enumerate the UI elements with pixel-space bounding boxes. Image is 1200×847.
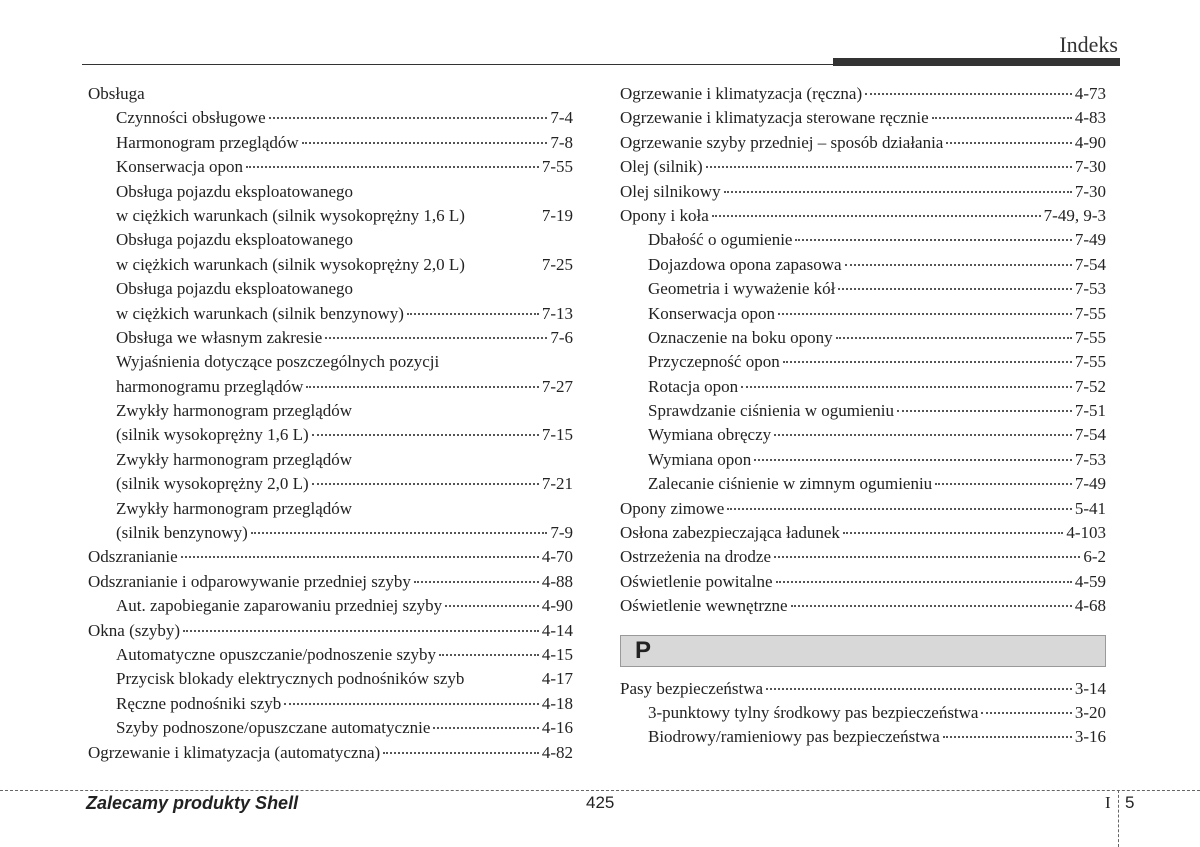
- index-entry: [88, 131, 573, 155]
- index-entry: [620, 497, 1106, 521]
- index-entry-page: 4-68: [1074, 596, 1106, 616]
- index-entry-term: Ogrzewanie i klimatyzacja (ręczna): [620, 84, 863, 103]
- dot-leader: [843, 531, 1063, 534]
- index-entry-page: 7-52: [1074, 376, 1106, 396]
- index-entry: [88, 82, 573, 106]
- dot-leader: [783, 360, 1072, 363]
- index-entry-page: 7-19: [541, 205, 573, 225]
- index-entry-page: 4-14: [541, 620, 573, 640]
- index-entry-term: Rotacja opon: [648, 376, 739, 396]
- index-entry-term: Ostrzeżenia na drodze: [620, 547, 772, 567]
- index-entry: [620, 131, 1106, 155]
- index-entry-term: Aut. zapobieganie zaparowaniu przedniej szyby: [116, 596, 443, 616]
- index-entry-page: 7-49: [1074, 474, 1106, 494]
- index-entry: [620, 204, 1106, 228]
- index-entry-term: Dojazdowa opona zapasowa: [648, 254, 842, 274]
- index-entry-page: 4-103: [1066, 523, 1106, 543]
- index-entry-page: 3-14: [1074, 678, 1106, 698]
- index-entry: [88, 716, 573, 740]
- index-entry-page: 7-54: [1074, 425, 1106, 445]
- index-entry-term: Odszranianie i odparowywanie przedniej szyby: [88, 571, 411, 591]
- index-entry-term: Szyby podnoszone/opuszczane automatycznie: [116, 718, 431, 738]
- dot-leader: [776, 580, 1072, 583]
- index-entry: [620, 472, 1106, 496]
- dot-leader: [706, 165, 1072, 168]
- index-entry: [88, 692, 573, 716]
- index-entry-page: 3-20: [1074, 702, 1106, 722]
- index-entry-term: Obsługa pojazdu eksploatowanego: [116, 181, 353, 201]
- dot-leader: [981, 711, 1071, 714]
- index-entry: [88, 667, 573, 691]
- index-entry-term: Olej silnikowy: [620, 181, 721, 201]
- dot-leader: [312, 482, 539, 485]
- index-entry-term: Okna (szyby): [88, 620, 181, 640]
- dot-leader: [741, 385, 1072, 388]
- index-entry-term: Obsługa we własnym zakresie: [116, 327, 323, 347]
- dot-leader: [946, 141, 1071, 144]
- index-entry-page: 3-16: [1074, 727, 1106, 747]
- dot-leader: [383, 751, 539, 754]
- index-entry-term: Czynności obsługowe: [116, 108, 266, 128]
- index-entry-term: Obsługa pojazdu eksploatowanego: [116, 279, 353, 299]
- index-entry-term: (silnik wysokoprężny 1,6 L): [116, 425, 309, 445]
- index-entry-term: Konserwacja opon: [116, 157, 243, 177]
- index-entry-page: 7-6: [550, 327, 573, 347]
- index-entry-page: 7-53: [1074, 279, 1106, 299]
- index-entry-page: 4-70: [541, 547, 573, 567]
- index-entry-page: 7-53: [1074, 449, 1106, 469]
- index-entry: [88, 545, 573, 569]
- index-entry-term: Automatyczne opuszczanie/podnoszenie szyby: [116, 644, 437, 664]
- index-entry: [620, 253, 1106, 277]
- dot-leader: [246, 165, 539, 168]
- index-entry-term: Geometria i wyważenie kół: [648, 279, 836, 299]
- index-entry-page: 7-4: [550, 108, 573, 128]
- dot-leader: [306, 385, 538, 388]
- index-entry-page: 7-51: [1074, 401, 1106, 421]
- index-entry-term: w ciężkich warunkach (silnik wysokoprężny 2,0 L): [116, 254, 465, 274]
- index-entry-term: Olej (silnik): [620, 157, 703, 177]
- dot-leader: [183, 629, 539, 632]
- dot-leader: [838, 287, 1071, 290]
- index-entry-term: Odszranianie: [88, 547, 178, 567]
- index-entry: [620, 155, 1106, 179]
- footer-page-number: 5: [1125, 793, 1135, 812]
- index-entry-page: 6-2: [1083, 547, 1106, 567]
- section-letter: P: [635, 636, 652, 664]
- index-entry: [88, 228, 573, 252]
- index-entry-page: 4-16: [541, 718, 573, 738]
- index-entry-page: 7-54: [1074, 254, 1106, 274]
- index-entry: [620, 701, 1106, 725]
- index-entry: [88, 155, 573, 179]
- index-entry-term: Obsługa: [88, 84, 145, 103]
- index-entry-term: (silnik benzynowy): [116, 523, 248, 543]
- index-entry: [620, 594, 1106, 618]
- index-entry: [88, 741, 573, 765]
- index-entry-page: 4-59: [1074, 571, 1106, 591]
- index-entry-term: Oznaczenie na boku opony: [648, 327, 833, 347]
- dot-leader: [754, 458, 1072, 461]
- index-entry-page: 7-27: [541, 376, 573, 396]
- index-entry: [88, 472, 573, 496]
- index-entry: [88, 399, 573, 423]
- dot-leader: [774, 555, 1080, 558]
- header-rule: [82, 64, 1120, 65]
- index-entry-page: 4-18: [541, 693, 573, 713]
- index-entry: [620, 521, 1106, 545]
- footer-dashed-vertical: [1118, 790, 1119, 847]
- index-entry: [620, 545, 1106, 569]
- index-entry: [620, 228, 1106, 252]
- index-entry: [620, 180, 1106, 204]
- index-entry-term: Oświetlenie powitalne: [620, 571, 773, 591]
- index-entry-term: Przyczepność opon: [648, 352, 780, 372]
- footer-dashed-line: [0, 790, 1200, 791]
- index-entry-page: 7-49, 9-3: [1043, 205, 1106, 225]
- index-entry: [88, 448, 573, 472]
- dot-leader: [325, 336, 547, 339]
- index-entry: [620, 302, 1106, 326]
- index-entry: [620, 326, 1106, 350]
- index-entry: [620, 423, 1106, 447]
- index-entry: [88, 375, 573, 399]
- index-entry-term: Zalecanie ciśnienie w zimnym ogumieniu: [648, 474, 933, 494]
- dot-leader: [251, 531, 548, 534]
- dot-leader: [433, 726, 538, 729]
- index-entry-term: Przycisk blokady elektrycznych podnośników szyb: [116, 669, 465, 689]
- dot-leader: [932, 116, 1072, 119]
- dot-leader: [445, 604, 539, 607]
- index-entry: [620, 570, 1106, 594]
- index-entry-term: Wymiana obręczy: [648, 425, 772, 445]
- index-entry: [88, 570, 573, 594]
- footer-section-letter: I: [1105, 793, 1111, 812]
- index-entry-term: Zwykły harmonogram przeglądów: [116, 449, 353, 469]
- dot-leader: [724, 190, 1072, 193]
- index-entry-term: Wymiana opon: [648, 449, 752, 469]
- dot-leader: [407, 312, 539, 315]
- footer-left-text: Zalecamy produkty Shell: [86, 793, 299, 813]
- dot-leader: [845, 263, 1072, 266]
- index-entry: [88, 106, 573, 130]
- index-entry-term: Zwykły harmonogram przeglądów: [116, 498, 353, 518]
- index-entry: [88, 204, 573, 228]
- index-entry-term: Opony zimowe: [620, 498, 725, 518]
- index-entry-term: harmonogramu przeglądów: [116, 376, 304, 396]
- index-entry-term: Osłona zabezpieczająca ładunek: [620, 523, 840, 543]
- index-entry-term: Pasy bezpieczeństwa: [620, 678, 764, 698]
- dot-leader: [943, 735, 1072, 738]
- index-entry: [620, 375, 1106, 399]
- index-entry-term: Obsługa pojazdu eksploatowanego: [116, 230, 353, 250]
- index-entry: [88, 594, 573, 618]
- index-entry: [88, 643, 573, 667]
- index-entry: [88, 180, 573, 204]
- index-entry-page: 7-15: [541, 425, 573, 445]
- index-entry-page: 7-9: [550, 523, 573, 543]
- index-entry: [620, 350, 1106, 374]
- index-entry: [88, 302, 573, 326]
- index-entry-page: 7-13: [541, 303, 573, 323]
- index-entry: [88, 497, 573, 521]
- index-entry: [620, 725, 1106, 749]
- index-entry-page: 7-55: [1074, 327, 1106, 347]
- index-entry: [620, 448, 1106, 472]
- index-entry-page: 4-15: [541, 644, 573, 664]
- section-header-p: [620, 635, 1106, 667]
- dot-leader: [414, 580, 539, 583]
- dot-leader: [795, 238, 1071, 241]
- index-entry-page: 5-41: [1074, 498, 1106, 518]
- dot-leader: [778, 312, 1072, 315]
- index-entry: [88, 326, 573, 350]
- dot-leader: [312, 433, 539, 436]
- index-column-right: [620, 82, 1106, 750]
- index-entry: [88, 521, 573, 545]
- index-entry: [88, 253, 573, 277]
- dot-leader: [269, 116, 548, 119]
- index-entry-term: Oświetlenie wewnętrzne: [620, 596, 788, 616]
- index-entry: [88, 423, 573, 447]
- index-entry-page: 7-30: [1074, 181, 1106, 201]
- index-column-left: [88, 82, 573, 765]
- index-entry: [88, 277, 573, 301]
- index-entry-term: Biodrowy/ramieniowy pas bezpieczeństwa: [648, 727, 940, 747]
- index-entry: [620, 399, 1106, 423]
- index-entry-term: Ręczne podnośniki szyb: [116, 693, 282, 713]
- index-entry: [620, 277, 1106, 301]
- index-entry-term: Ogrzewanie szyby przedniej – sposób działania: [620, 132, 944, 152]
- index-entry-page: 4-82: [541, 742, 573, 762]
- index-entry-term: Sprawdzanie ciśnienia w ogumieniu: [648, 401, 894, 421]
- index-entry: [88, 619, 573, 643]
- index-entry-term: Ogrzewanie i klimatyzacja (automatyczna): [88, 742, 381, 762]
- footer-center-page: 425: [586, 793, 615, 812]
- dot-leader: [791, 604, 1072, 607]
- dot-leader: [302, 141, 548, 144]
- dot-leader: [181, 555, 539, 558]
- dot-leader: [439, 653, 539, 656]
- index-entry-page: 7-55: [541, 157, 573, 177]
- index-entry-page: 7-49: [1074, 230, 1106, 250]
- index-entry-page: 7-21: [541, 474, 573, 494]
- index-entry-term: w ciężkich warunkach (silnik benzynowy): [116, 303, 404, 323]
- index-entry-page: 7-30: [1074, 157, 1106, 177]
- index-entry-term: Harmonogram przeglądów: [116, 132, 299, 152]
- index-entry-page: 7-55: [1074, 303, 1106, 323]
- index-entry-term: (silnik wysokoprężny 2,0 L): [116, 474, 309, 494]
- dot-leader: [935, 482, 1072, 485]
- index-entry: [620, 106, 1106, 130]
- index-entry: [620, 677, 1106, 701]
- index-entry: [88, 350, 573, 374]
- index-entry-page: 4-90: [1074, 132, 1106, 152]
- index-entry-page: 7-25: [541, 254, 573, 274]
- index-entry-page: 4-17: [541, 669, 573, 689]
- index-entry-page: 7-55: [1074, 352, 1106, 372]
- index-entry-term: Opony i koła: [620, 205, 709, 225]
- index-entry-term: w ciężkich warunkach (silnik wysokoprężny 1,6 L): [116, 205, 465, 225]
- index-entry-term: Konserwacja opon: [648, 303, 775, 323]
- dot-leader: [766, 687, 1072, 690]
- dot-leader: [712, 214, 1041, 217]
- dot-leader: [727, 507, 1071, 510]
- index-entry-term: Wyjaśnienia dotyczące poszczególnych pozycji: [116, 352, 440, 372]
- dot-leader: [774, 433, 1072, 436]
- index-entry-term: Ogrzewanie i klimatyzacja sterowane ręcznie: [620, 108, 929, 128]
- index-entry-page: 4-90: [541, 596, 573, 616]
- index-entry-term: 3-punktowy tylny środkowy pas bezpieczeństwa: [648, 702, 979, 722]
- dot-leader: [284, 702, 539, 705]
- index-entry-page: 7-8: [550, 132, 573, 152]
- index-entry: [620, 82, 1106, 106]
- index-entry-term: Dbałość o ogumienie: [648, 230, 793, 250]
- index-entry-page: 4-83: [1074, 108, 1106, 128]
- dot-leader: [897, 409, 1072, 412]
- dot-leader: [865, 92, 1072, 95]
- dot-leader: [836, 336, 1072, 339]
- index-entry-page: 4-88: [541, 571, 573, 591]
- index-entry-page: 4-73: [1074, 84, 1106, 103]
- header-title: Indeks: [1059, 32, 1118, 57]
- index-entry-term: Zwykły harmonogram przeglądów: [116, 401, 353, 421]
